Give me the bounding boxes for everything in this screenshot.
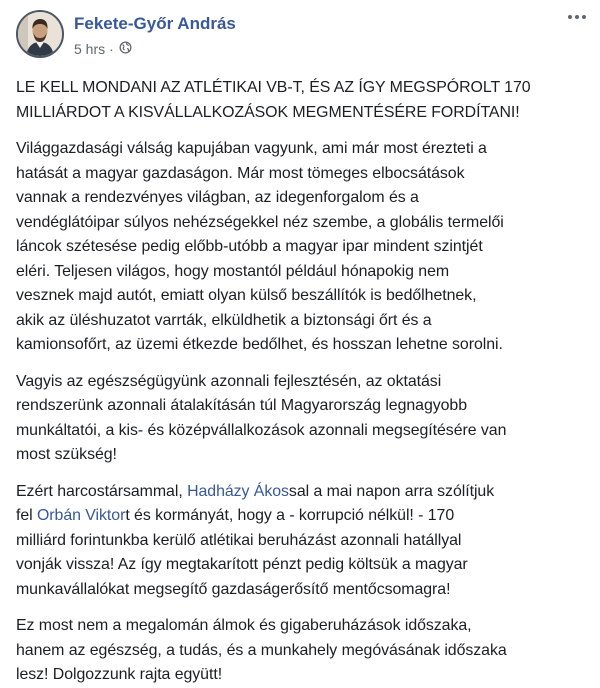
avatar[interactable] — [16, 10, 64, 58]
text-line: Ez most nem a megalomán álmok és gigaberuházások időszaka, — [16, 617, 472, 634]
text-line: Világgazdasági válság kapujában vagyunk, ami már most érezteti a — [16, 140, 487, 157]
text-line: vesznek majd autót, emiatt olyan külső beszállítók is bedőlhetnek, — [16, 287, 477, 304]
text-line: vendéglátóipar súlyos nehézségekkel néz szembe, a globális termelői — [16, 213, 504, 231]
text-line: akik az üléshuzatot varrták, elküldhetik a biztonsági őrt és a — [16, 311, 432, 329]
post-timestamp[interactable]: 5 hrs — [74, 41, 106, 57]
text-line: munkáltatói, a kis- és középvállalkozások azonnali megsegítésére van — [16, 421, 507, 439]
text-line: eléri. Teljesen világos, hogy mostantól például hónapokig nem — [16, 262, 450, 280]
text-line: LE KELL MONDANI AZ ATLÉTIKAI VB-T, ÉS AZ ÍGY MEGSPÓROLT 170 — [16, 79, 531, 96]
text-line: hanem az egészség, a tudás, és a munkahely megóvásának időszaka — [16, 641, 507, 659]
post-header — [16, 10, 584, 66]
post-paragraph-1 — [16, 76, 584, 125]
mention-orban-viktor[interactable]: Orbán Viktor — [37, 507, 126, 524]
author-name[interactable]: Fekete-Győr András — [74, 14, 236, 33]
post-text — [16, 76, 584, 688]
text-line: kamionsofőrt, az üzemi étkezde bedőlhet, és hosszan lehetne sorolni. — [16, 336, 503, 353]
post-paragraph-4 — [16, 480, 584, 603]
text-line: t és kormányát, hogy a - korrupció nélkül! - 170 — [125, 507, 455, 524]
text-line: most szükség! — [16, 446, 117, 463]
text-line: hatását a magyar gazdaságon. Már most tömeges elbocsátások — [16, 164, 465, 182]
more-options-icon[interactable] — [568, 15, 586, 19]
text-line: munkavállalókat megsegítő gazdaságerősítő mentőcsomagra! — [16, 580, 451, 598]
text-line: vannak a rendezvényes világban, az idegenforgalom és a — [16, 189, 419, 206]
text-line: Vagyis az egészségügyünk azonnali fejlesztésén, az oktatási — [16, 372, 442, 390]
text-line: Ezért harcostársammal, — [16, 482, 188, 500]
text-line: MILLIÁRDOT A KISVÁLLALKOZÁSOK MEGMENTÉSÉRE FORDÍTANI! — [16, 103, 520, 121]
text-line: milliárd forintunkba kerülő atlétikai beruházást azonnali hatállyal — [16, 531, 462, 549]
post-paragraph-3 — [16, 370, 584, 468]
text-line: vonják vissza! Az így megtakarított pénzt pedig költsük a magyar — [16, 556, 468, 573]
text-line: láncok szétesése pedig előbb-utóbb a magyar ipar mindent szintjét — [16, 238, 483, 255]
profile-photo-icon — [18, 12, 62, 56]
text-line: rendszerünk azonnali átalakításán túl Magyarország legnagyobb — [16, 397, 467, 414]
post-subline — [74, 39, 236, 59]
globe-icon — [119, 39, 132, 59]
text-line: sal a mai napon arra szólítjuk — [288, 482, 495, 500]
post-paragraph-2 — [16, 137, 584, 358]
text-line: fel — [16, 507, 37, 524]
mention-hadhazy-akos[interactable]: Hadházy Ákos — [187, 482, 289, 500]
text-line: lesz! Dolgozzunk rajta együtt! — [16, 666, 223, 683]
post-meta — [74, 10, 236, 59]
post-paragraph-5 — [16, 614, 584, 688]
separator-dot: · — [109, 41, 114, 57]
